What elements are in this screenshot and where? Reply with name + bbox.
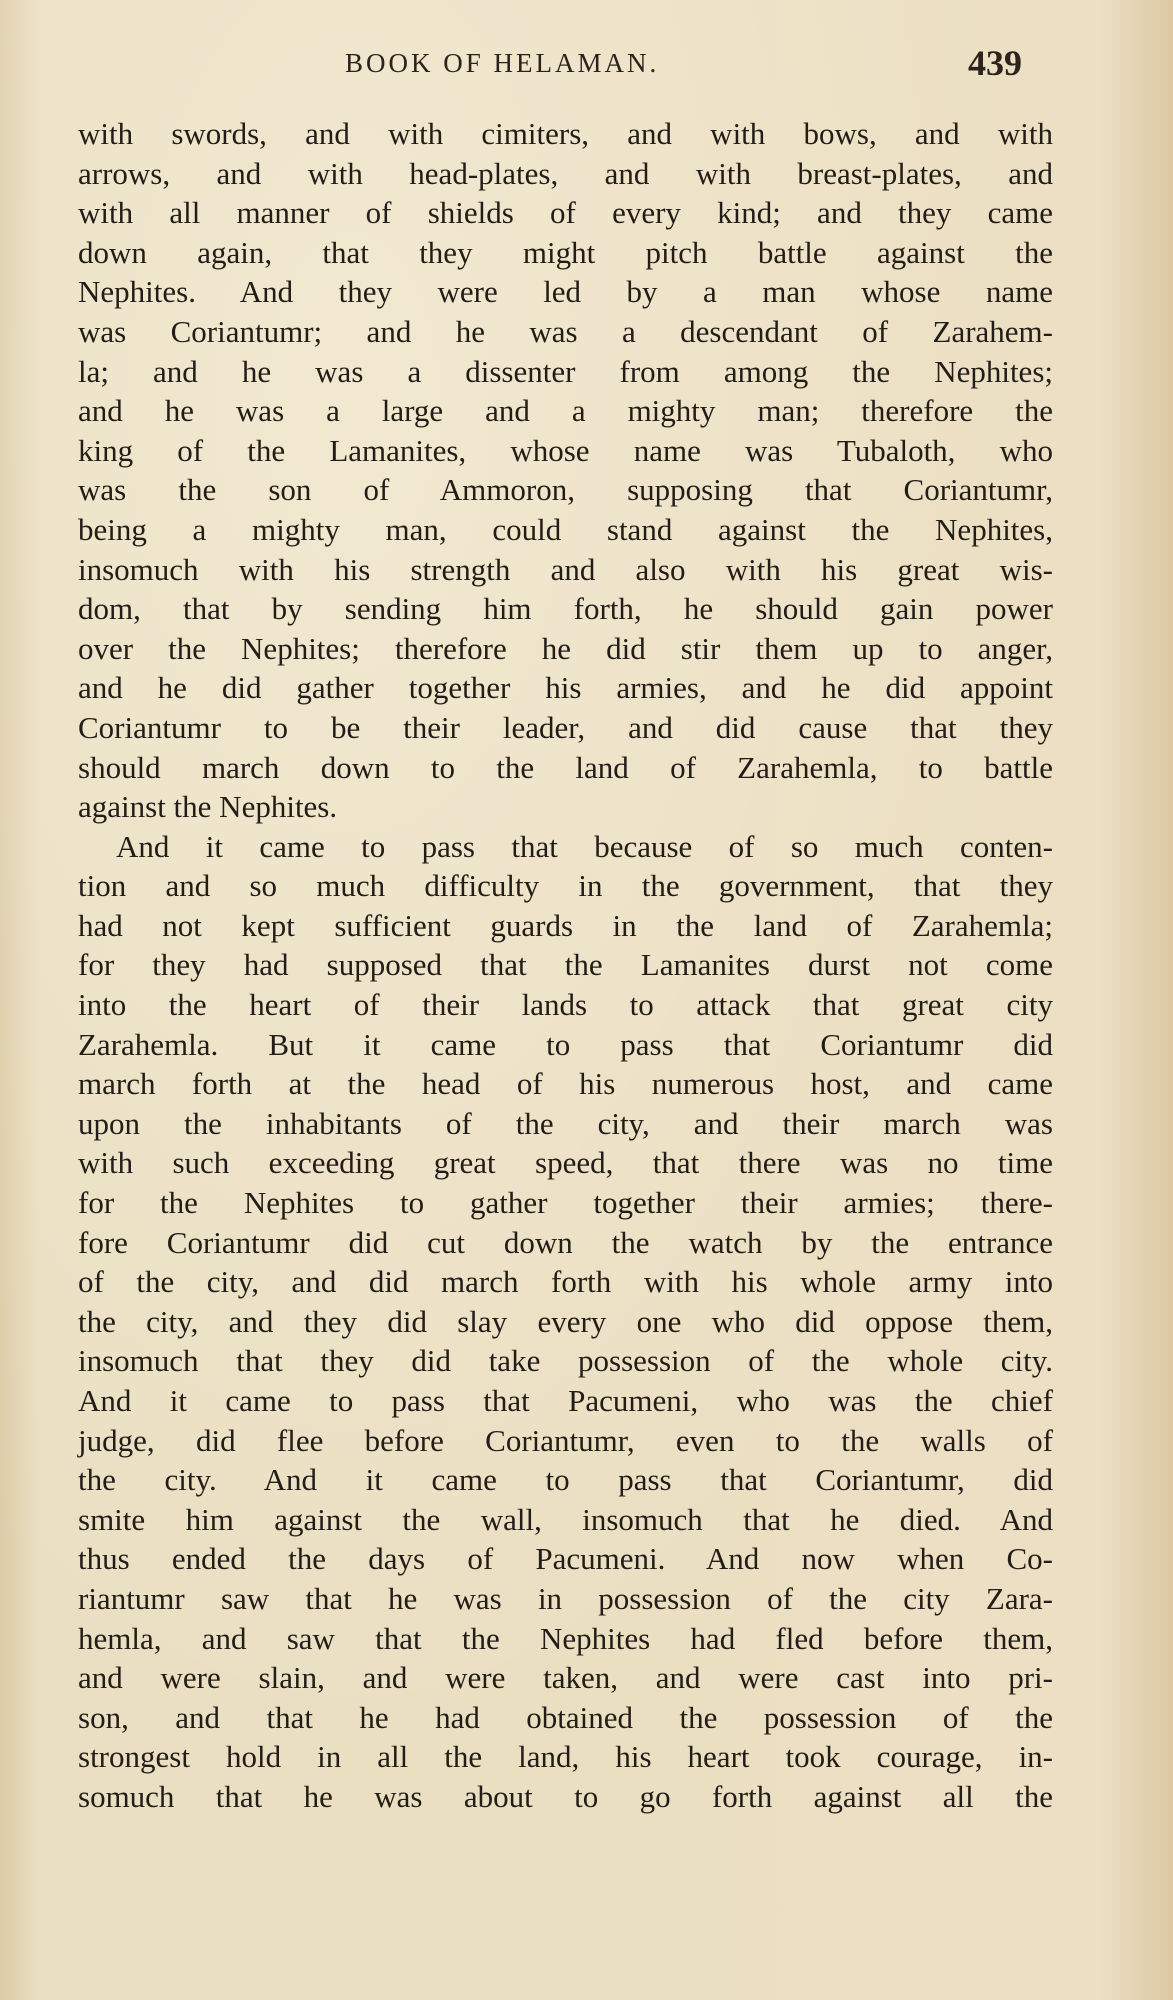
text-line: dom, that by sending him forth, he should gain power <box>78 591 1053 627</box>
body-text <box>78 114 1053 1817</box>
text-line: the city, and they did slay every one who did oppose them, <box>78 1303 1053 1339</box>
text-line: king of the Lamanites, whose name was Tubaloth, who <box>78 432 1053 468</box>
text-line: march forth at the head of his numerous host, and came <box>78 1066 1053 1102</box>
text-line: thus ended the days of Pacumeni. And now when Co- <box>78 1541 1053 1577</box>
text-line: judge, did flee before Coriantumr, even to the walls of <box>78 1422 1053 1458</box>
page-number: 439 <box>968 43 1022 83</box>
text-line: had not kept sufficient guards in the land of Zarahemla; <box>78 907 1053 943</box>
text-line: the city. And it came to pass that Coriantumr, did <box>78 1462 1053 1498</box>
text-line: strongest hold in all the land, his heart took courage, in- <box>78 1739 1053 1775</box>
text-line: Zarahemla. But it came to pass that Coriantumr did <box>78 1026 1053 1062</box>
text-line: for they had supposed that the Lamanites durst not come <box>78 947 1053 983</box>
paragraph-end-line: against the Nephites. <box>78 789 338 825</box>
text-line: being a mighty man, could stand against the Nephites, <box>78 511 1053 547</box>
text-line: for the Nephites to gather together their armies; there- <box>78 1185 1053 1221</box>
text-line: insomuch that they did take possession of the whole city. <box>78 1343 1053 1379</box>
text-line: into the heart of their lands to attack that great city <box>78 987 1053 1023</box>
text-line: And it came to pass that Pacumeni, who was the chief <box>78 1383 1053 1418</box>
text-line: hemla, and saw that the Nephites had fled before them, <box>78 1620 1053 1656</box>
text-line: was Coriantumr; and he was a descendant of Zarahem- <box>78 313 1053 349</box>
running-head-title: BOOK OF HELAMAN. <box>345 48 660 78</box>
text-line: down again, that they might pitch battle against the <box>78 234 1053 270</box>
text-line: over the Nephites; therefore he did stir them up to anger, <box>78 630 1053 666</box>
text-line: was the son of Ammoron, supposing that Coriantumr, <box>78 472 1053 508</box>
text-line: arrows, and with head-plates, and with breast-plates, and <box>78 155 1053 191</box>
text-line: smite him against the wall, insomuch that he died. And <box>78 1501 1053 1537</box>
text-line: and were slain, and were taken, and were cast into pri- <box>78 1660 1053 1696</box>
text-line: riantumr saw that he was in possession of the city Zara- <box>78 1580 1053 1616</box>
text-line: Coriantumr to be their leader, and did cause that they <box>78 709 1053 745</box>
text-line: and he did gather together his armies, and he did appoint <box>78 670 1053 706</box>
text-line: with such exceeding great speed, that there was no time <box>78 1145 1053 1181</box>
text-line: fore Coriantumr did cut down the watch by the entrance <box>78 1224 1053 1260</box>
text-line: somuch that he was about to go forth against all the <box>78 1778 1053 1814</box>
text-line: should march down to the land of Zarahemla, to battle <box>78 749 1053 785</box>
text-line: Nephites. And they were led by a man whose name <box>78 274 1053 310</box>
text-line: tion and so much difficulty in the government, that they <box>78 868 1053 904</box>
text-line: and he was a large and a mighty man; therefore the <box>78 393 1053 429</box>
text-line: with swords, and with cimiters, and with bows, and with <box>78 116 1053 151</box>
text-line: la; and he was a dissenter from among the Nephites; <box>78 353 1053 389</box>
paragraph-start-line: And it came to pass that because of so much conten- <box>116 828 1053 864</box>
text-line: upon the inhabitants of the city, and their march was <box>78 1105 1053 1141</box>
text-line: insomuch with his strength and also with his great wis- <box>78 551 1053 587</box>
text-line: son, and that he had obtained the possession of the <box>78 1699 1053 1735</box>
text-line: of the city, and did march forth with his whole army into <box>78 1264 1053 1300</box>
text-line: with all manner of shields of every kind; and they came <box>78 195 1053 231</box>
